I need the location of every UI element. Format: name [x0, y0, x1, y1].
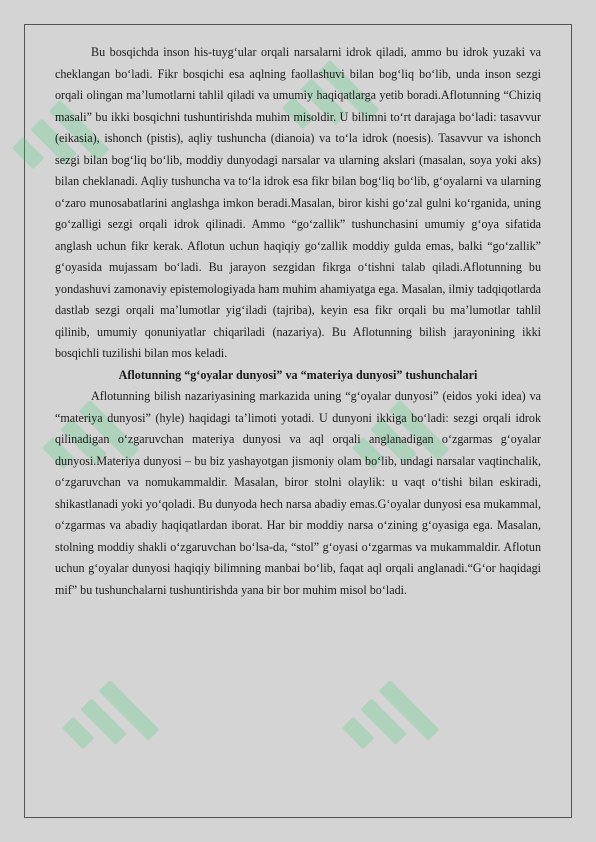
section-heading: Aflotunning “g‘oyalar dunyosi” va “materiya dunyosi” tushunchalari	[118, 367, 478, 382]
paragraph: Aflotunning bilish nazariyasining markazida uning “g‘oyalar dunyosi” (eidos yoki idea) va “materiya dunyosi” (hyle) haqidagi ta’limoti yotadi. U dunyoni ikkiga bo‘ladi: sezgi orqali idrok qilinadigan o‘zgaruvchan materiya dunyosi va aql orqali anglanadigan o‘zgarmas g‘oyalar dunyosi.Materiya dunyosi – bu biz yashayotgan jismoniy olam bo‘lib, undagi narsalar vaqtinchalik, o‘zgaruvchan va nomukammaldir. Masalan, biror stolni olaylik: u vaqt o‘tishi bilan eskiradi, shikastlanadi yoki yo‘qoladi. Bu dunyoda hech narsa abadiy emas.G‘oyalar dunyosi esa mukammal, o‘zgarmas va abadiy haqiqatlardan iborat. Har bir moddiy narsa o‘zining g‘oyasiga ega. Masalan, stolning moddiy shakli o‘zgaruvchan bo‘lsa-da, “stol” g‘oyasi o‘zgarmas va mukammaldir. Aflotun uchun g‘oyalar dunyosi haqiqiy bilimning manbai bo‘lib, faqat aql orqali anglanadi.“G‘or haqidagi mif” bu tushunchalarni tushuntirishda yana bir bor muhim misol bo‘ladi.	[55, 389, 541, 597]
paragraph: Bu bosqichda inson his-tuyg‘ular orqali narsalarni idrok qiladi, ammo bu idrok yuzaki va cheklangan bo‘ladi. Fikr bosqichi esa aqlning faollashuvi bilan bog‘liq bo‘lib, unda inson sezgi orqali olingan ma’lumotlarni tahlil qiladi va umumiy haqiqatlarga yetib boradi.Aflotunning “Chiziq masali” bu ikki bosqichni tushuntirishda muhim misoldir. U bilimni to‘rt darajaga bo‘ladi: tasavvur (eikasia), ishonch (pistis), aqliy tushuncha (dianoia) va to‘la idrok (noesis). Tasavvur va ishonch sezgi bilan bog‘liq bo‘lib, moddiy dunyodagi narsalar va ularning akslari (masalan, soya yoki aks) bilan cheklanadi. Aqliy tushuncha va to‘la idrok esa fikr bilan bog‘liq bo‘lib, g‘oyalarni va ularning o‘zaro munosabatlarini anglashga imkon beradi.Masalan, biror kishi go‘zal gulni ko‘rganida, uning go‘zalligi sezgi orqali idrok qilinadi. Ammo “go‘zallik” tushunchasini umumiy g‘oya sifatida anglash uchun fikr kerak. Aflotun uchun haqiqiy go‘zallik moddiy gulda emas, balki “go‘zallik” g‘oyasida mujassam bo‘ladi. Bu jarayon sezgidan fikrga o‘tishni talab qiladi.Aflotunning bu yondashuvi zamonaviy epistemologiyada ham muhim ahamiyatga ega. Masalan, ilmiy tadqiqotlarda dastlab sezgi orqali ma’lumotlar yig‘iladi (tajriba), keyin esa fikr orqali bu ma’lumotlar tahlil qilinib, umumiy qonuniyatlar chiqariladi (nazariya). Bu Aflotunning bilish jarayonining ikki bosqichli tuzilishi bilan mos keladi.	[55, 45, 541, 360]
document-body	[55, 42, 541, 601]
